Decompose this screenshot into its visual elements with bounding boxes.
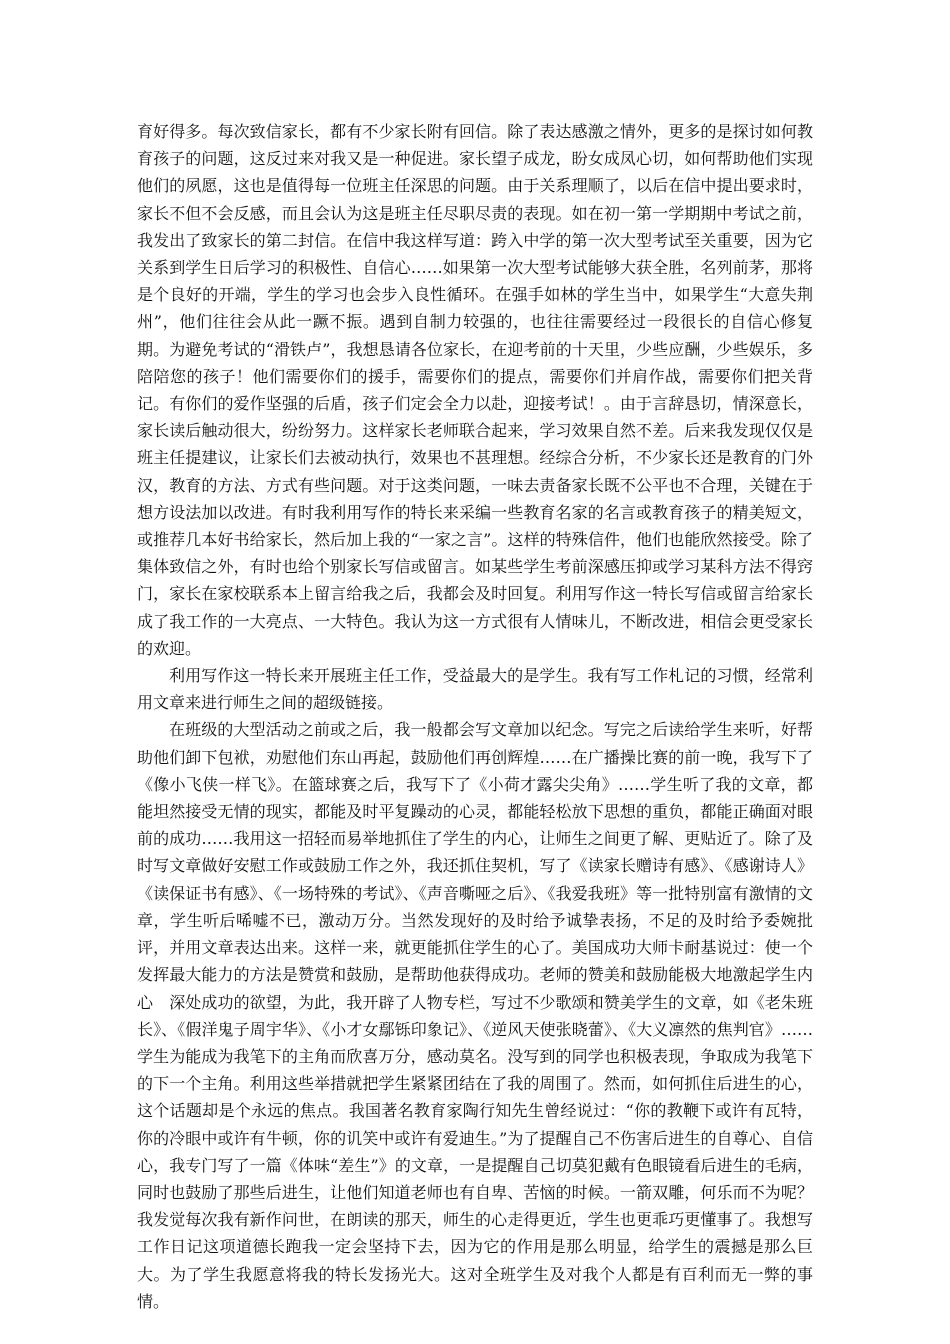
document-body xyxy=(137,118,813,1315)
paragraph-1: 育好得多。每次致信家长，都有不少家长附有回信。除了表达感激之情外，更多的是探讨如何教育孩子的问题，这反过来对我又是一种促进。家长望子成龙，盼女成凤心切，如何帮助他们实现他们的夙愿，这也是值得每一位班主任深思的问题。由于关系理顺了，以后在信中提出要求时，家长不但不会反感，而且会认为这是班主任尽职尽责的表现。如在初一第一学期期中考试之前，我发出了致家长的第二封信。在信中我这样写道：跨入中学的第一次大型考试至关重要，因为它关系到学生日后学习的积极性、自信心……如果第一次大型考试能够大获全胜，名列前茅，那将是个良好的开端，学生的学习也会步入良性循环。在强手如林的学生当中，如果学生“大意失荆州”，他们往往会从此一蹶不振。遇到自制力较强的，也往往需要经过一段很长的自信心修复期。为避免考试的“滑铁卢”，我想恳请各位家长，在迎考前的十天里，少些应酬，少些娱乐，多陪陪您的孩子！他们需要你们的援手，需要你们的提点，需要你们并肩作战，需要你们把关背记。有你们的爱作坚强的后盾，孩子们定会全力以赴，迎接考试！。由于言辞恳切，情深意长，家长读后触动很大，纷纷努力。这样家长老师联合起来，学习效果自然不差。后来我发现仅仅是班主任提建议，让家长们去被动执行，效果也不甚理想。经综合分析，不少家长还是教育的门外汉，教育的方法、方式有些问题。对于这类问题，一味去责备家长既不公平也不合理，关键在于想方设法加以改进。有时我利用写作的特长来采编一些教育名家的名言或教育孩子的精美短文，或推荐几本好书给家长，然后加上我的“一家之言”。这样的特殊信件，他们也能欣然接受。除了集体致信之外，有时也给个别家长写信或留言。如某些学生考前深感压抑或学习某科方法不得窍门，家长在家校联系本上留言给我之后，我都会及时回复。利用写作这一特长写信或留言给家长成了我工作的一大亮点、一大特色。我认为这一方式很有人情味儿，不断改进，相信会更受家长的欢迎。 xyxy=(137,122,813,658)
paragraph-2: 利用写作这一特长来开展班主任工作，受益最大的是学生。我有写工作札记的习惯，经常利用文章来进行师生之间的超级链接。 xyxy=(137,666,813,713)
paragraph-3: 在班级的大型活动之前或之后，我一般都会写文章加以纪念。写完之后读给学生来听，好帮助他们卸下包袱，劝慰他们东山再起，鼓励他们再创辉煌……在广播操比赛的前一晚，我写下了《像小飞侠一样飞》。在篮球赛之后，我写下了《小荷才露尖尖角》……学生听了我的文章，都能坦然接受无情的现实，都能及时平复躁动的心灵，都能轻松放下思想的重负，都能正确面对眼前的成功……我用这一招轻而易举地抓住了学生的内心，让师生之间更了解、更贴近了。除了及时写文章做好安慰工作或鼓励工作之外，我还抓住契机，写了《读家长赠诗有感》、《感谢诗人》《读保证书有感》、《一场特殊的考试》、《声音嘶哑之后》、《我爱我班》等一批特别富有激情的文章，学生听后唏嘘不已，激动万分。当然发现好的及时给予诚挚表扬，不足的及时给予委婉批评，并用文章表达出来。这样一来，就更能抓住学生的心了。美国成功大师卡耐基说过：使一个发挥最大能力的方法是赞赏和鼓励，是帮助他获得成功。老师的赞美和鼓励能极大地激起学生内心 深处成功的欲望，为此，我开辟了人物专栏，写过不少歌颂和赞美学生的文章，如《老朱班长》、《假洋鬼子周宇华》、《小才女鄢铄印象记》、《逆风天使张晓蕾》、《大义凛然的焦判官》……学生为能成为我笔下的主角而欣喜万分，感动莫名。没写到的同学也积极表现，争取成为我笔下的下一个主角。利用这些举措就把学生紧紧团结在了我的周围了。然而，如何抓住后进生的心，这个话题却是个永远的焦点。我国著名教育家陶行知先生曾经说过：“你的教鞭下或许有瓦特，你的冷眼中或许有牛顿，你的讥笑中或许有爱迪生。”为了提醒自己不伤害后进生的自尊心、自信心，我专门写了一篇《体味“差生”》的文章，一是提醒自己切莫犯戴有色眼镜看后进生的毛病，同时也鼓励了那些后进生，让他们知道老师也有自卑、苦恼的时候。一箭双雕，何乐而不为呢？我发觉每次我有新作问世，在朗读的那天，师生的心走得更近，学生也更乖巧更懂事了。我想写工作日记这项道德长跑我一定会坚持下去，因为它的作用是那么明显，给学生的震撼是那么巨大。为了学生我愿意将我的特长发扬光大。这对全班学生及对我个人都是有百利而无一弊的事情。 xyxy=(137,720,813,1311)
